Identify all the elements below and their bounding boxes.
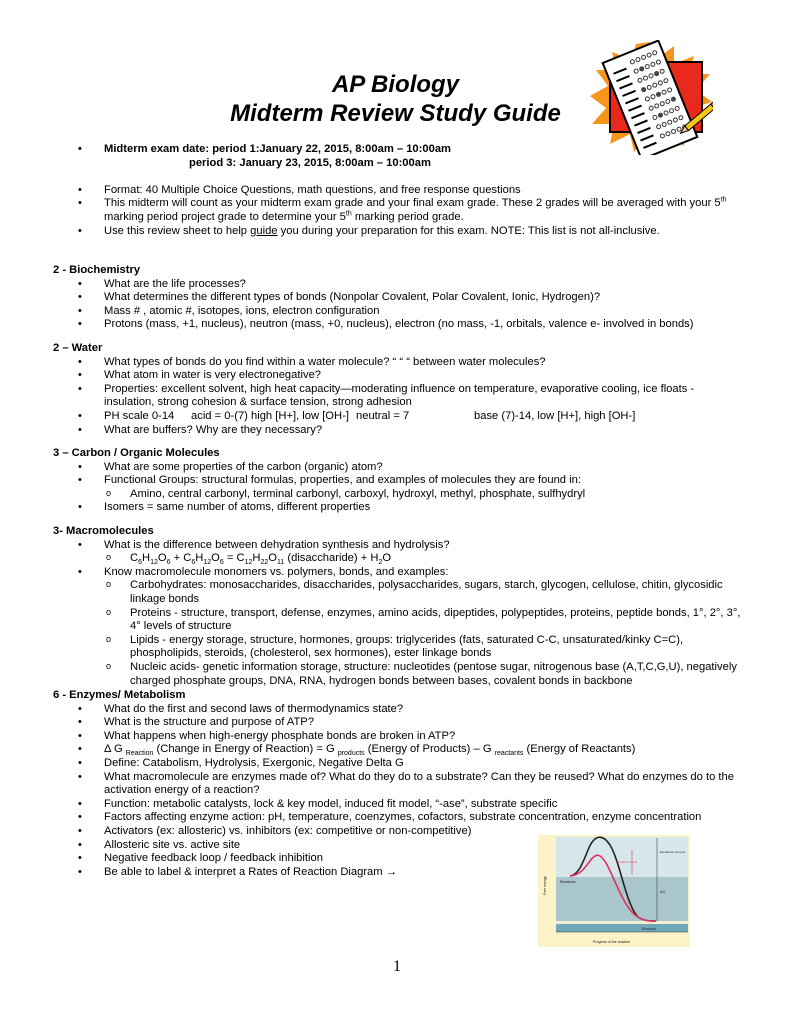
sub-list-item: o Proteins - structure, transport, defense, enzymes, amino acids, dipeptides, polypeptides, proteins, peptide bonds, 1°, 2°, 3°, 4° levels of structure (104, 607, 743, 634)
grade-count-item: • This midterm will count as your midterm exam grade and your final exam grade. These 2 grades will be averaged with your 5th marking period project grade to determine your 5th marking period grade. (78, 197, 758, 224)
review-sheet-note-item: • Use this review sheet to help guide you during your preparation for this exam. NOTE: This list is not all-inclusive. (78, 225, 758, 239)
title-line-2: Midterm Review Study Guide (230, 100, 561, 127)
section-heading: 6 - Enzymes/ Metabolism (53, 689, 186, 701)
page-number: 1 (393, 958, 401, 975)
list-item: • Functional Groups: structural formulas, properties, and examples of molecules they are found in: (78, 474, 743, 488)
svg-text:Reactants: Reactants (560, 880, 576, 884)
list-item: • What are the life processes? (78, 278, 743, 292)
ph-scale-item: • PH scale 0-14 acid = 0-(7) high [H+], low [OH-] neutral = 7 base (7)-14, low [H+], high [OH-] (78, 410, 743, 424)
title-line-1: AP Biology (331, 71, 460, 98)
section-heading: 2 – Water (53, 342, 103, 354)
list-item: • What types of bonds do you find within a water molecule? “ “ “ between water molecules? (78, 356, 743, 370)
section-heading: 2 - Biochemistry (53, 264, 141, 276)
section-heading: 3 – Carbon / Organic Molecules (53, 447, 220, 459)
list-item: • What atom in water is very electronegative? (78, 369, 743, 383)
sub-list-item: o Lipids - energy storage, structure, hormones, groups: triglycerides (fats, saturated C-C, unsaturated/kinky C=C), phospholipids, steroids, (cholesterol, sex hormones), ester linkage bonds (104, 634, 743, 661)
sub-list-item: o Carbohydrates: monosaccharides, disaccharides, polysaccharides, sugars, starch, glycogen, cellulose, chitin, glycosidic linkage bonds (104, 579, 743, 606)
list-item: • What macromolecule are enzymes made of? What do they do to a substrate? Can they be reused? What do enzymes do to the activation energy of a reaction? (78, 771, 743, 798)
list-item: • What is the difference between dehydration synthesis and hydrolysis? (78, 539, 743, 553)
list-item: • What is the structure and purpose of ATP? (78, 716, 743, 730)
exam-date-period3: period 3: January 23, 2015, 8:00am – 10:00am (189, 156, 431, 169)
svg-text:Ea with enzyme: Ea with enzyme (616, 860, 638, 864)
sub-list-item: o Amino, central carbonyl, terminal carbonyl, carboxyl, hydroxyl, methyl, phosphate, sulfhydryl (104, 488, 743, 502)
section-heading: 3- Macromolecules (53, 525, 154, 537)
reaction-energy-diagram (538, 835, 690, 955)
sub-list-item: o Nucleic acids- genetic information storage, structure: nucleotides (pentose sugar, nitrogenous base (A,T,C,G,U), negatively charged phosphate groups, DNA, RNA, hydrogen bonds between bases, covalent bonds in backbone (104, 661, 743, 688)
list-item: • Activators (ex: allosteric) vs. inhibitors (ex: competitive or non-competitive) (78, 825, 743, 839)
svg-text:Progress of the reaction: Progress of the reaction (593, 940, 631, 944)
list-item: • Negative feedback loop / feedback inhibition (78, 852, 743, 866)
exam-date-item: • Midterm exam date: period 1:January 22, 2015, 8:00am – 10:00am (78, 143, 758, 157)
list-item: • Factors affecting enzyme action: pH, temperature, coenzymes, cofactors, substrate concentration, enzyme concentration (78, 811, 743, 825)
test-answer-sheet-with-pencil-icon (588, 40, 713, 155)
list-item: • What determines the different types of bonds (Nonpolar Covalent, Polar Covalent, Ionic, Hydrogen)? (78, 291, 743, 305)
list-item: • Function: metabolic catalysts, lock & key model, induced fit model, “-ase”, substrate specific (78, 798, 743, 812)
list-item: • Properties: excellent solvent, high heat capacity—moderating influence on temperature, evaporative cooling, ice floats - insulation, strong cohesion & surface tension, strong adhesion (78, 383, 743, 410)
svg-text:ΔG: ΔG (660, 890, 666, 894)
list-item: • Be able to label & interpret a Rates of Reaction Diagram → (78, 866, 743, 880)
svg-text:Ea without enzyme: Ea without enzyme (660, 850, 686, 854)
equation-item: o $C_6H_{12}O_6 + C_6H_{12}O_6 = C_{12}H_{22}O_{11}$ (disaccharide) + $H_2O$ (104, 552, 743, 566)
list-item: • What are some properties of the carbon (organic) atom? (78, 461, 743, 475)
section-water (53, 342, 743, 437)
list-item: • What are buffers? Why are they necessary? (78, 424, 743, 438)
list-item: • Know macromolecule monomers vs. polymers, bonds, and examples: (78, 566, 743, 580)
list-item: • What happens when high-energy phosphate bonds are broken in ATP? (78, 730, 743, 744)
delta-g-item: • Δ G $_{Reaction}$ (Change in Energy of Reaction) = G $_{products}$ (Energy of Products) – G $_{reactants}$ (Energy of Reactants) (78, 743, 743, 757)
list-item: • Define: Catabolism, Hydrolysis, Exergonic, Negative Delta G (78, 757, 743, 771)
svg-text:Free energy: Free energy (543, 876, 547, 895)
list-item: • Protons (mass, +1, nucleus), neutron (mass, +0, nucleus), electron (no mass, -1, orbitals, valence e- involved in bonds) (78, 318, 743, 332)
list-item: • What do the first and second laws of thermodynamics state? (78, 703, 743, 717)
section-carbon (53, 447, 743, 515)
format-item: • Format: 40 Multiple Choice Questions, math questions, and free response questions (78, 184, 758, 198)
section-biochemistry (53, 264, 743, 332)
intro-list (78, 143, 758, 238)
svg-text:Products: Products (642, 927, 656, 931)
list-item: • Allosteric site vs. active site (78, 839, 743, 853)
section-macromolecules (53, 525, 743, 688)
list-item: • Mass # , atomic #, isotopes, ions, electron configuration (78, 305, 743, 319)
list-item: • Isomers = same number of atoms, different properties (78, 501, 743, 515)
